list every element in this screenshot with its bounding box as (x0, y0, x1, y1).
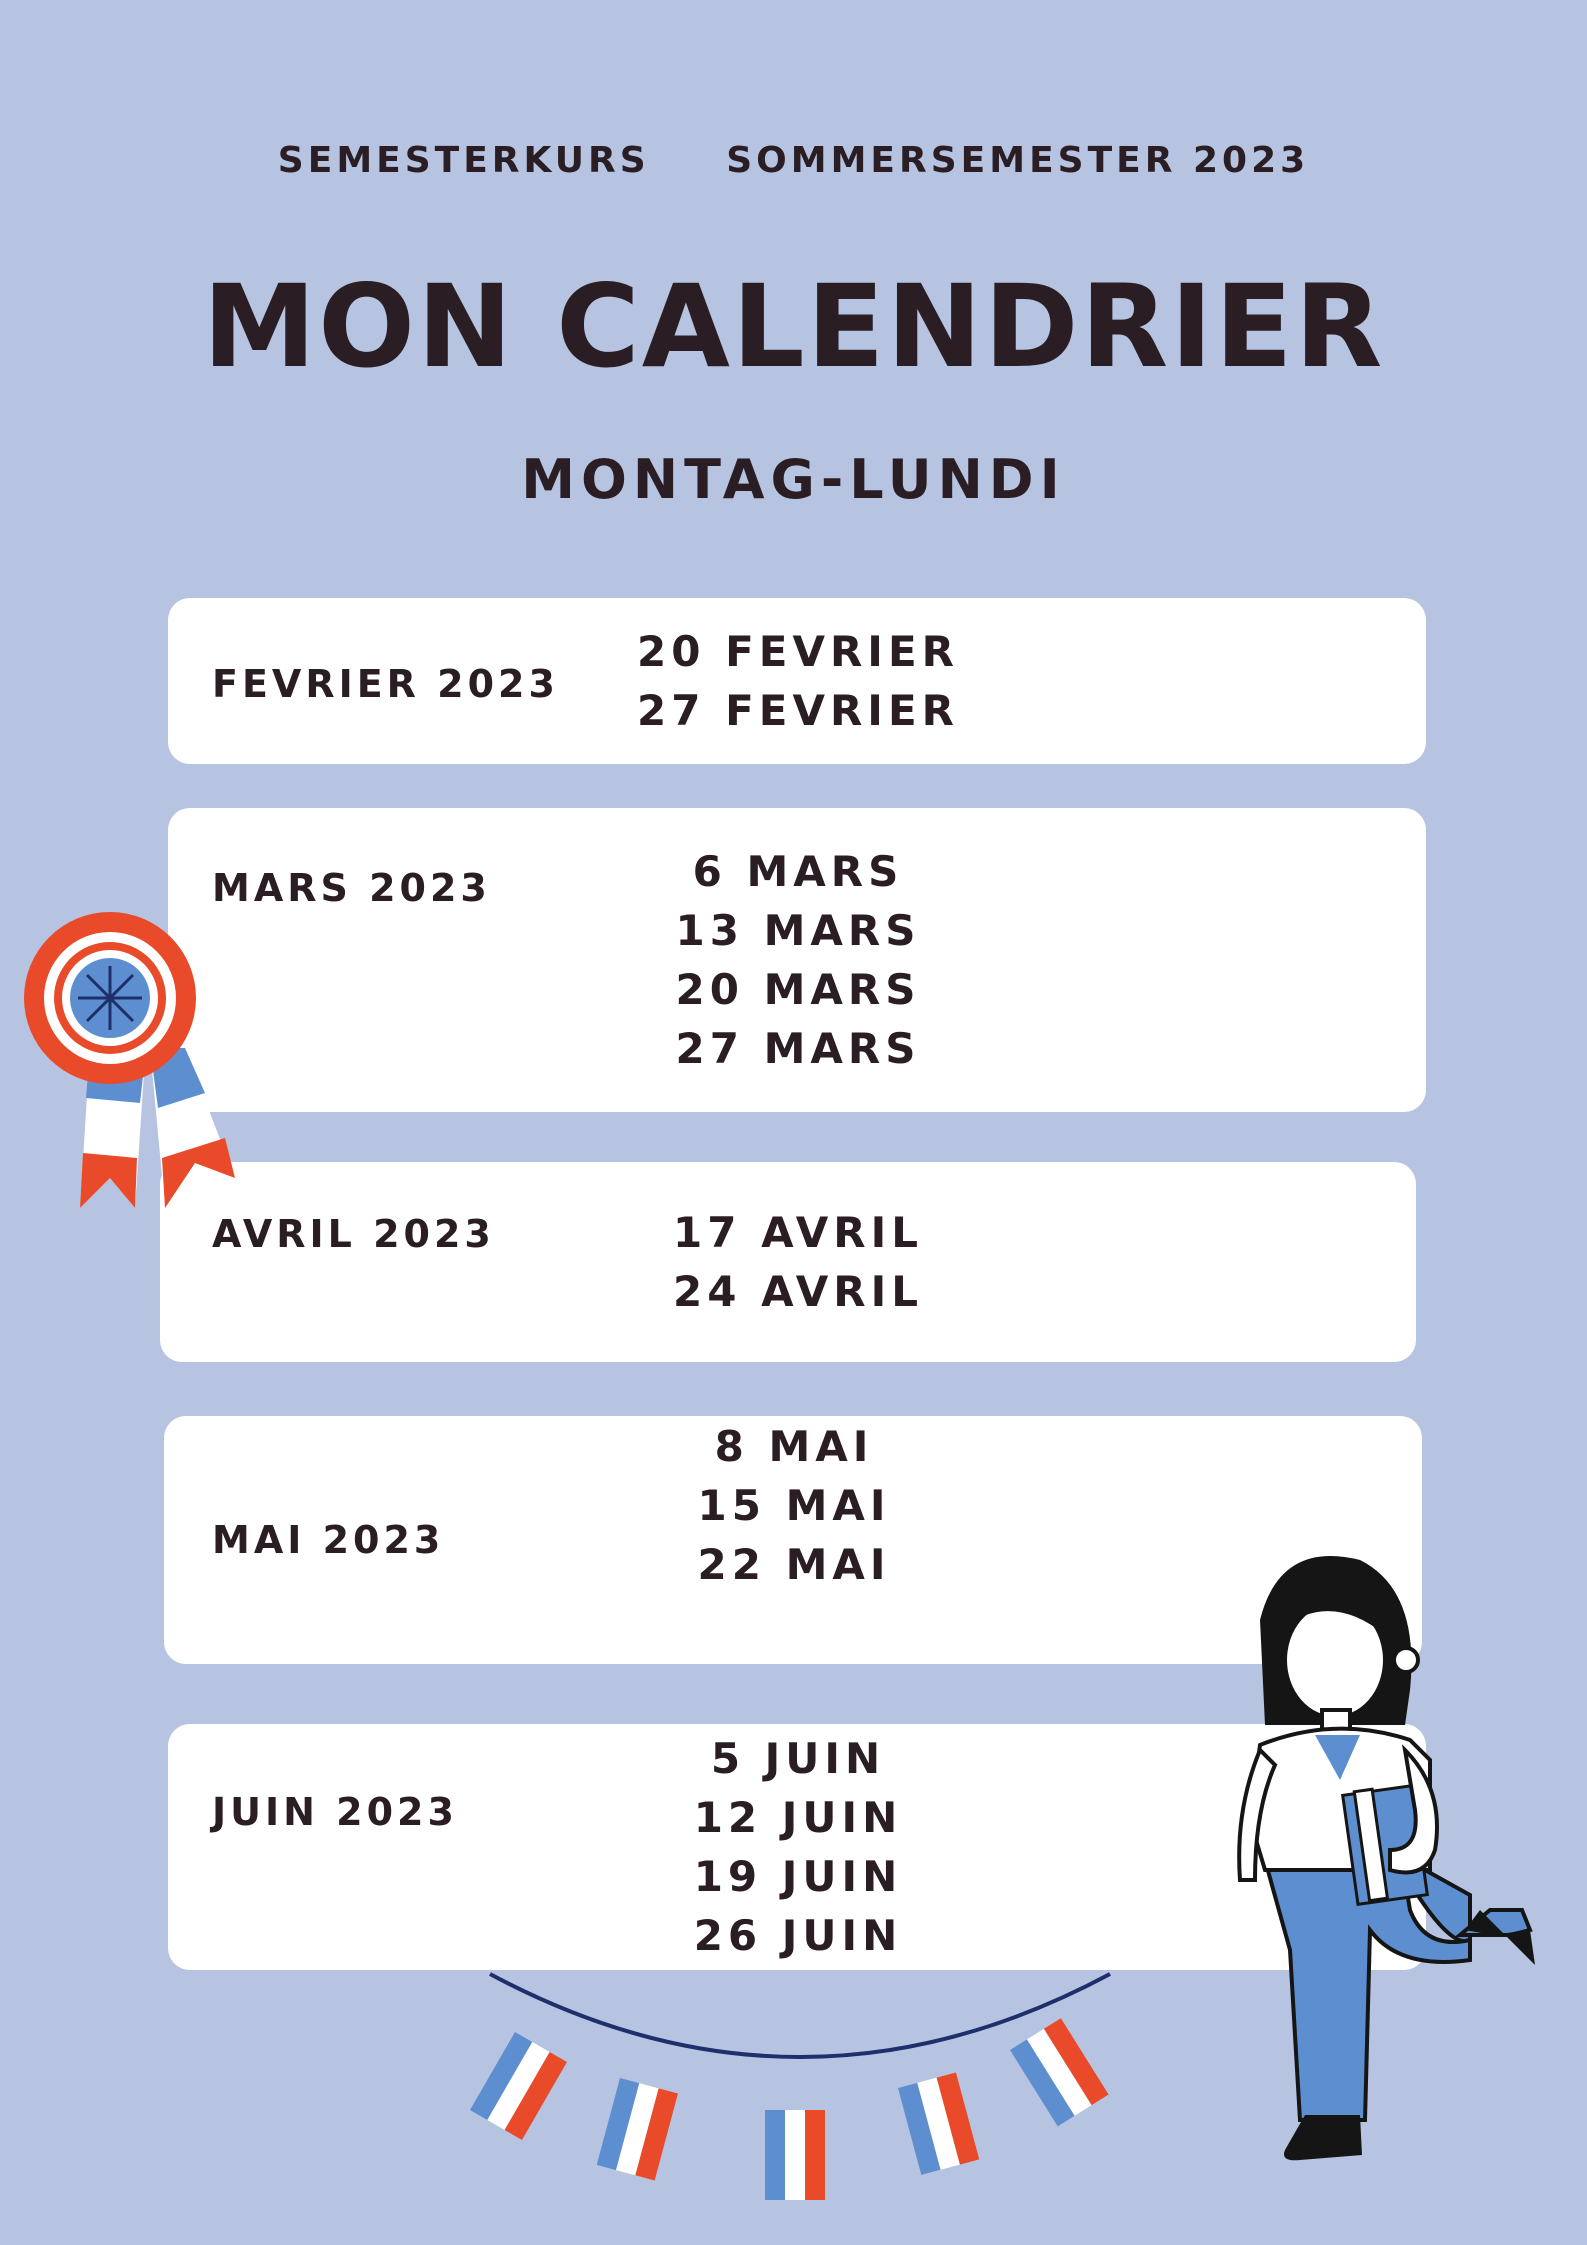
month-label: MAI 2023 (212, 1518, 445, 1562)
date-item: 13 MARS (675, 906, 921, 955)
date-item: 22 MAI (697, 1539, 891, 1589)
date-item: 5 JUIN (710, 1734, 886, 1783)
month-label: MARS 2023 (212, 866, 491, 910)
rosette-icon (20, 908, 250, 1218)
month-label: AVRIL 2023 (212, 1212, 495, 1256)
month-card-avril (160, 1162, 1416, 1362)
date-item: 6 MARS (692, 847, 904, 896)
date-list (498, 1724, 1098, 1970)
date-item: 20 MARS (675, 965, 921, 1014)
date-item: 8 MAI (714, 1421, 874, 1471)
course-type-label: SEMESTERKURS (277, 140, 650, 181)
date-item: 24 AVRIL (673, 1267, 923, 1316)
date-item: 17 AVRIL (673, 1208, 923, 1257)
date-item: 26 JUIN (693, 1911, 903, 1960)
date-item: 20 FEVRIER (637, 627, 959, 676)
header-labels (0, 140, 1587, 181)
date-item: 12 JUIN (693, 1793, 903, 1842)
date-item: 15 MAI (697, 1480, 891, 1530)
date-list (498, 1162, 1098, 1362)
month-label: FEVRIER 2023 (212, 662, 559, 706)
bunting-flags-icon (470, 1970, 1130, 2210)
month-card-fevrier (168, 598, 1426, 764)
student-illustration (1230, 1550, 1540, 2190)
weekday-subtitle: MONTAG-LUNDI (521, 448, 1066, 511)
date-list (494, 1416, 1094, 1594)
page-title: MON CALENDRIER (202, 260, 1385, 393)
date-list (498, 598, 1098, 764)
date-item: 27 MARS (675, 1024, 921, 1073)
date-list (498, 808, 1098, 1112)
date-item: 27 FEVRIER (637, 686, 959, 735)
month-label: JUIN 2023 (212, 1790, 458, 1834)
month-card-mars (168, 808, 1426, 1112)
date-item: 19 JUIN (693, 1852, 903, 1901)
semester-label: SOMMERSEMESTER 2023 (726, 140, 1310, 181)
